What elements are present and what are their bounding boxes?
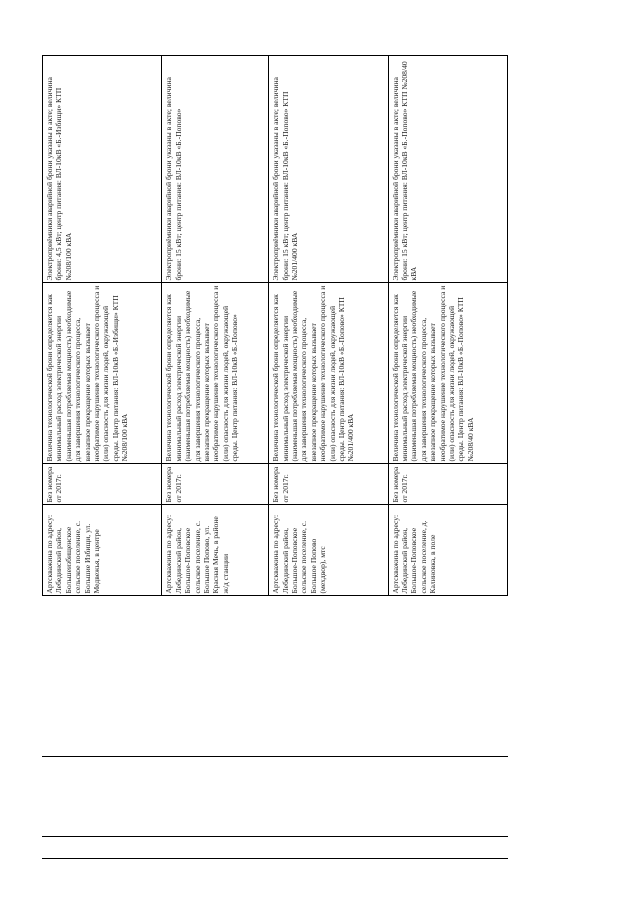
description-cell: Величина технологической брони определяется как минимальный расход электрической энергии (наименьшая потребляемая мощность) необходимые для завершения технологического процесса, внезапное прекращение которых вызывает необратимое нарушение технологического процесса и (или) опасность для жизни людей, окружающей среды. Центр питания: ВЛ-10кВ «Б.-Попово» bbox=[162, 283, 269, 464]
blank-cell bbox=[162, 596, 269, 858]
blank-cell bbox=[43, 596, 162, 858]
horizontal-rule bbox=[42, 836, 508, 837]
horizontal-rule bbox=[42, 756, 508, 757]
address-cell: Артскважина по адресу: Лебединский район, Большеизбищенское сельское поселение, с. Большие Избищи, ул. Медвежья, в центре bbox=[43, 505, 162, 596]
table-row bbox=[162, 56, 269, 858]
note-cell: Электроприёмники аварийной брони указаны в акте; величина брони: 15 кВт; центр питания: ВЛ-10кВ «Б.-Попово» КТП №201/400 кВА bbox=[269, 56, 388, 283]
address-cell: Артскважина по адресу: Лебединский район, Большое-Поповское сельское поселение, д. Калиновка, в поле bbox=[388, 505, 507, 596]
document-cell: Без номера от 2017г. bbox=[269, 464, 388, 505]
table-row bbox=[269, 56, 388, 858]
address-cell: Артскважина по адресу: Лебединский район, Большое-Поповское сельское поселение, с. Большое Попово (мехдвор), мтс bbox=[269, 505, 388, 596]
description-cell: Величина технологической брони определяется как минимальный расход электрической энергии (наименьшая потребляемая мощность) необходимые для завершения технологического процесса, внезапное прекращение которых вызывает необратимое нарушение технологического процесса и (или) опасность для жизни людей, окружающей среды. Центр питания: ВЛ-10кВ «Б.-Попово» КТП №201/400 кВА bbox=[269, 283, 388, 464]
document-cell: Без номера от 2017г. bbox=[388, 464, 507, 505]
document-cell: Без номера от 2017г. bbox=[43, 464, 162, 505]
description-cell: Величина технологической брони определяется как минимальный расход электрической энергии (наименьшая потребляемая мощность) необходимые для завершения технологического процесса, внезапное прекращение которых вызывает необратимое нарушение технологического процесса и (или) опасность для жизни людей, окружающей среды. Центр питания: ВЛ-10кВ «Б.-Попово» КТП №208/40 кВА bbox=[388, 283, 507, 464]
note-cell: Электроприёмники аварийной брони указаны в акте; величина брони: 15 кВт; центр питания: ВЛ-10кВ «Б.-Попово» КТП №208/40 кВА bbox=[388, 56, 507, 283]
blank-cell bbox=[269, 596, 388, 858]
address-cell: Артскважина по адресу: Лебединский район, Большое-Поповское сельское поселение, с. Большое Попово, ул. Красная Мечь, в районе ж/д станции bbox=[162, 505, 269, 596]
reservation-table bbox=[42, 56, 508, 859]
document-cell: Без номера от 2017г. bbox=[162, 464, 269, 505]
note-cell: Электроприёмники аварийной брони указаны в акте; величина брони: 15 кВт; центр питания: ВЛ-10кВ «Б.-Попово» bbox=[162, 56, 269, 283]
table-row bbox=[388, 56, 507, 858]
blank-cell bbox=[388, 596, 507, 858]
note-cell: Электроприёмники аварийной брони указаны в акте; величина брони: 4,5 кВт; центр питания: ВЛ-10кВ «Б.-Избищи» КТП №208/100 кВА bbox=[43, 56, 162, 283]
horizontal-rule bbox=[42, 858, 508, 859]
rotated-table-container bbox=[42, 56, 508, 858]
description-cell: Величина технологической брони определяется как минимальный расход электрической энергии (наименьшая потребляемая мощность) необходимые для завершения технологического процесса, внезапное прекращение которых вызывает необратимое нарушение технологического процесса и (или) опасность для жизни людей, окружающей среды. Центр питания: ВЛ-10кВ «Б.-Избищи» КТП №208/100 кВА bbox=[43, 283, 162, 464]
table-row bbox=[43, 56, 162, 858]
